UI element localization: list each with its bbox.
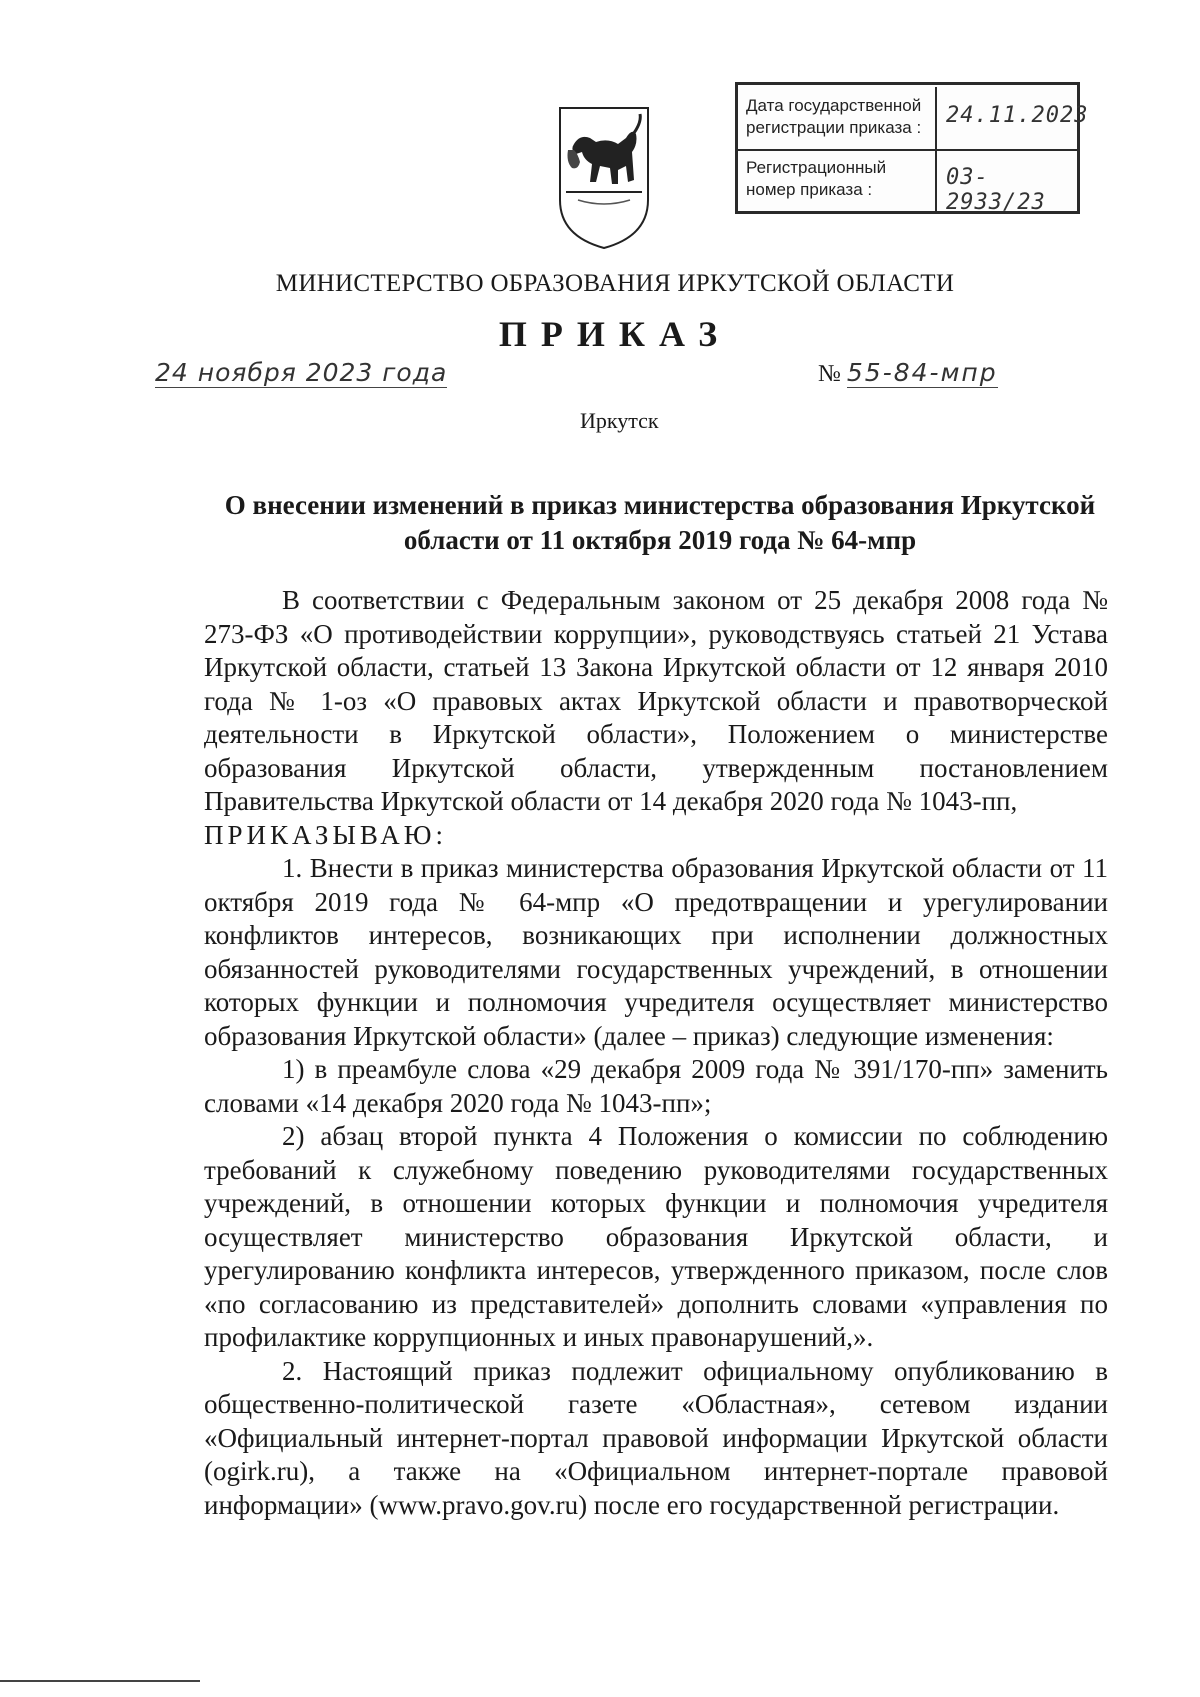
preamble-paragraph: В соответствии с Федеральным законом от 25 декабря 2008 года № 273-ФЗ «О противодействии коррупции», руководствуясь статьей 21 Устава Иркутской области, статьей 13 Закона Иркутской области от 12 января 2010 года № 1-оз «О правовых актах Иркутской области и правотворческой деятельности в Иркутской области», Положением о министерстве образования Иркутской области, утвержденным постановлением Правительства Иркутской области от 14 декабря 2020 года № 1043-пп, xyxy=(204,585,1108,816)
document-title: О внесении изменений в приказ министерства образования Иркутской области от 11 октября 2019 года № 64-мпр xyxy=(224,490,1096,555)
item-2-paragraph: 2. Настоящий приказ подлежит официальному опубликованию в общественно-политической газете «Областная», сетевом издании «Официальный интернет-портал правовой информации Иркутской области (ogirk.ru), а также на «Официальном интернет-портале правовой информации» (www.pravo.gov.ru) после его государственной регистрации. xyxy=(204,1355,1108,1520)
stamp-divider xyxy=(935,149,937,211)
ministry-name: МИНИСТЕРСТВО ОБРАЗОВАНИЯ ИРКУТСКОЙ ОБЛАСТИ xyxy=(275,270,955,297)
order-word: ПРИКАЗЫВАЮ: xyxy=(204,819,447,850)
city-name: Иркутск xyxy=(580,408,659,433)
footer-divider xyxy=(0,1680,200,1682)
reg-date-label: Дата государственной регистрации приказа : xyxy=(746,96,922,137)
order-number xyxy=(818,358,998,388)
stamp-row-number xyxy=(738,149,1077,215)
stamp-divider xyxy=(935,87,937,149)
item-1-2-paragraph: 2) абзац второй пункта 4 Положения о комиссии по соблюдению требований к служебному поведению руководителями государственных учреждений, в отношении которых функции и полномочия учредителя осуществляет министерство образования Иркутской области, и урегулированию конфликта интересов, утвержденного приказом, после слов «по согласованию из представителей» дополнить словами «управления по профилактике коррупционных и иных правонарушений,». xyxy=(204,1121,1108,1352)
handwritten-number: 55-84-мпр xyxy=(846,358,998,387)
number-sign: № xyxy=(818,361,841,387)
handwritten-date: 24 ноября 2023 года xyxy=(155,358,448,387)
stamp-row-date xyxy=(738,87,1089,151)
item-1-1-paragraph: 1) в преамбуле слова «29 декабря 2009 года № 391/170-пп» заменить словами «14 декабря 2020 года № 1043-пп»; xyxy=(204,1054,1108,1118)
registration-stamp xyxy=(735,82,1089,215)
document-body xyxy=(204,584,1108,1522)
reg-number-label: Регистрационный номер приказа : xyxy=(746,158,887,199)
reg-number-value: 03-2933/23 xyxy=(946,165,1046,215)
item-1-paragraph: 1. Внести в приказ министерства образования Иркутской области от 11 октября 2019 года № 64-мпр «О предотвращении и урегулировании конфликтов интересов, возникающих при исполнении должностных обязанностей руководителями государственных учреждений, в отношении которых функции и полномочия учредителя осуществляет министерство образования Иркутской области» (далее – приказ) следующие изменения: xyxy=(204,853,1108,1051)
reg-date-value: 24.11.2023 xyxy=(946,103,1089,128)
document-type-heading: ПРИКАЗ xyxy=(498,314,732,354)
irkutsk-coat-of-arms-icon xyxy=(556,104,652,252)
